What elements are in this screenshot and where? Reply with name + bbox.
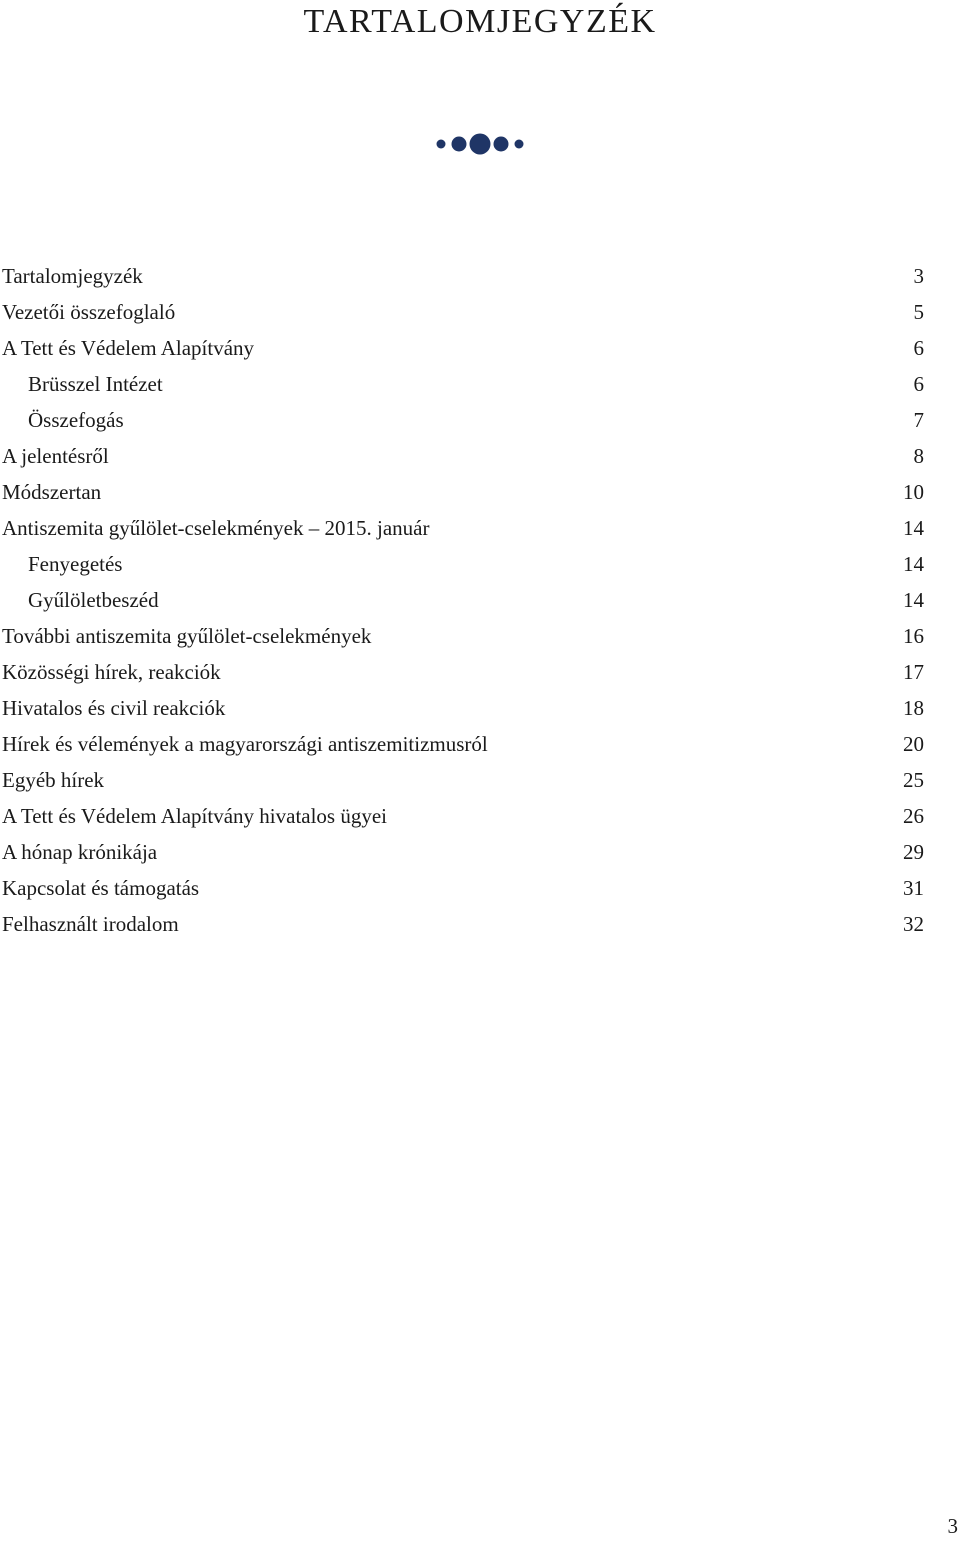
- toc-entry[interactable]: [2, 510, 924, 546]
- toc-entry-label: Hírek és vélemények a magyarországi antiszemitizmusról: [2, 732, 488, 756]
- toc-entry-label: Brüsszel Intézet: [28, 372, 163, 396]
- toc-entry-page: 5: [913, 300, 924, 324]
- toc-entry[interactable]: [2, 402, 924, 438]
- dot-ornament-icon: [0, 128, 960, 160]
- toc-entry-label: Egyéb hírek: [2, 768, 105, 792]
- toc-entry-page: 6: [913, 372, 924, 396]
- toc-entry-label: Közösségi hírek, reakciók: [2, 660, 221, 684]
- toc-entry[interactable]: [2, 546, 924, 582]
- toc-entry[interactable]: [2, 726, 924, 762]
- table-of-contents: [2, 258, 924, 942]
- toc-entry-page: 17: [903, 660, 924, 684]
- toc-entry-page: 31: [903, 876, 924, 900]
- toc-entry-page: 25: [903, 768, 924, 792]
- toc-entry-page: 10: [903, 480, 924, 504]
- toc-entry-page: 18: [903, 696, 924, 720]
- toc-entry[interactable]: [2, 870, 924, 906]
- toc-entry-label: Összefogás: [28, 408, 124, 432]
- toc-entry-page: 20: [903, 732, 924, 756]
- toc-entry-page: 26: [903, 804, 924, 828]
- toc-entry-label: A Tett és Védelem Alapítvány hivatalos ügyei: [2, 804, 388, 828]
- toc-entry-label: Antiszemita gyűlölet-cselekmények – 2015. január: [2, 516, 430, 540]
- toc-entry[interactable]: [2, 438, 924, 474]
- toc-entry[interactable]: [2, 654, 924, 690]
- toc-entry-page: 32: [903, 912, 924, 936]
- toc-entry-label: Kapcsolat és támogatás: [2, 876, 200, 900]
- toc-entry-label: Felhasznált irodalom: [2, 912, 179, 936]
- toc-entry[interactable]: [2, 258, 924, 294]
- toc-entry-label: Vezetői összefoglaló: [2, 300, 176, 324]
- toc-entry-label: Tartalomjegyzék: [2, 264, 143, 288]
- toc-entry[interactable]: [2, 798, 924, 834]
- toc-entry-label: Módszertan: [2, 480, 102, 504]
- toc-entry-page: 29: [903, 840, 924, 864]
- toc-entry[interactable]: [2, 834, 924, 870]
- toc-entry[interactable]: [2, 366, 924, 402]
- toc-entry-page: 8: [913, 444, 924, 468]
- toc-entry[interactable]: [2, 294, 924, 330]
- toc-entry-page: 14: [903, 588, 924, 612]
- toc-entry-page: 3: [913, 264, 924, 288]
- toc-entry-label: A hónap krónikája: [2, 840, 158, 864]
- toc-entry-label: Gyűlöletbeszéd: [28, 588, 159, 612]
- page-title: TARTALOMJEGYZÉK: [303, 3, 657, 40]
- toc-entry[interactable]: [2, 330, 924, 366]
- page-number: 3: [947, 1514, 958, 1538]
- toc-entry-page: 14: [903, 516, 924, 540]
- toc-entry-label: A Tett és Védelem Alapítvány: [2, 336, 255, 360]
- toc-entry-page: 14: [903, 552, 924, 576]
- toc-entry-label: További antiszemita gyűlölet-cselekmények: [2, 624, 372, 648]
- toc-entry-page: 6: [913, 336, 924, 360]
- toc-entry-label: Hivatalos és civil reakciók: [2, 696, 226, 720]
- toc-entry-label: A jelentésről: [2, 444, 109, 468]
- toc-entry[interactable]: [2, 618, 924, 654]
- toc-entry[interactable]: [2, 906, 924, 942]
- toc-entry[interactable]: [2, 582, 924, 618]
- toc-entry-page: 7: [913, 408, 924, 432]
- toc-entry[interactable]: [2, 762, 924, 798]
- toc-entry-label: Fenyegetés: [28, 552, 123, 576]
- toc-entry-page: 16: [903, 624, 924, 648]
- toc-entry[interactable]: [2, 690, 924, 726]
- toc-entry[interactable]: [2, 474, 924, 510]
